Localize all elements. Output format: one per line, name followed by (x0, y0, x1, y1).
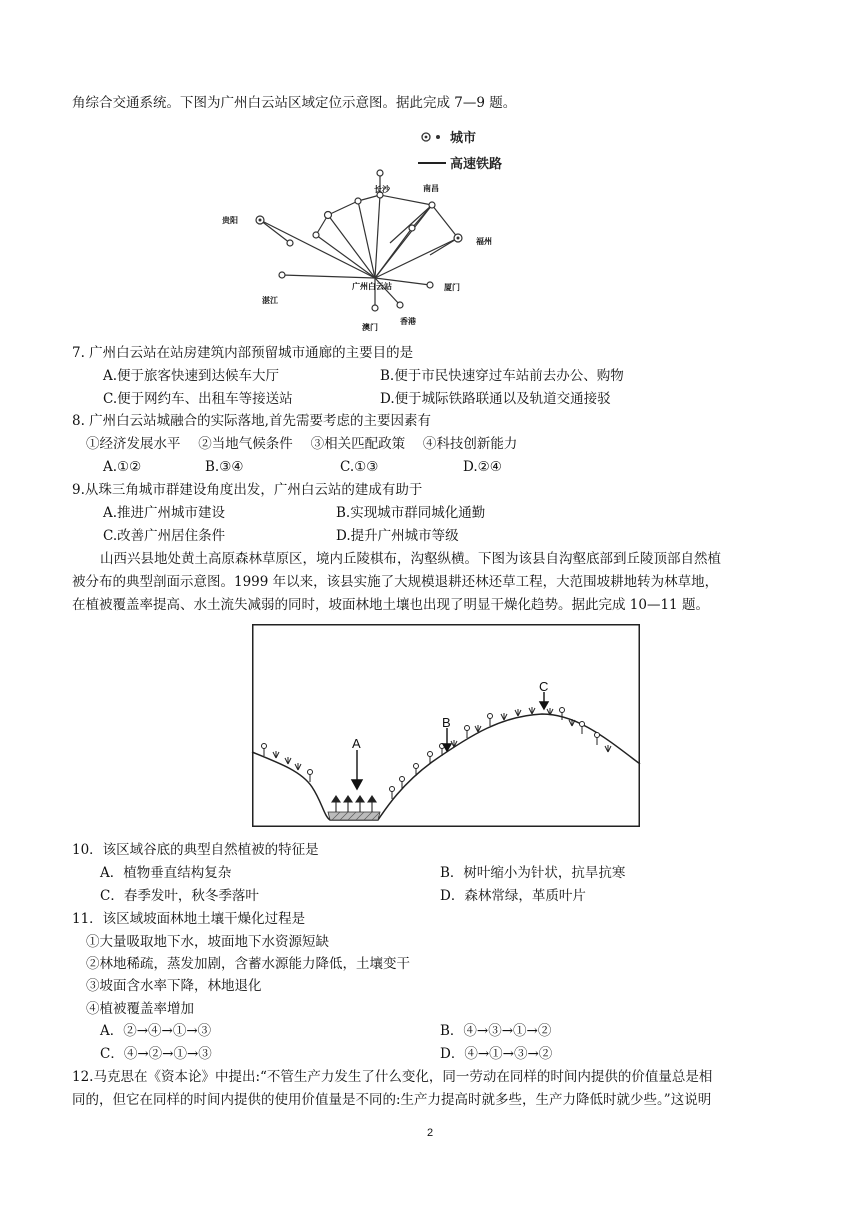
label-baiyun: 广州白云站 (352, 282, 392, 291)
q11-stem: 11．该区域坡面林地土壤干燥化过程是 (72, 911, 306, 927)
profile-label-a: A (352, 736, 361, 751)
q10-option-c: C．春季发叶，秋冬季落叶 (100, 888, 259, 904)
q11-item-3: ③坡面含水率下降，林地退化 (86, 978, 262, 994)
passage-line-1: 山西兴县地处黄土高原森林草原区，境内丘陵棋布，沟壑纵横。下图为该县自沟壑底部到丘陵顶部自然植 (100, 551, 721, 567)
q11-option-b: B．④→③→①→② (440, 1023, 552, 1039)
label-xiamen: 厦门 (444, 283, 460, 292)
vegetation-profile (252, 624, 640, 827)
legend-city-label: 城市 (450, 131, 477, 146)
q7-option-d: D.便于城际铁路联通以及轨道交通接驳 (380, 391, 611, 407)
q10-option-d: D．森林常绿，革质叶片 (440, 888, 586, 904)
page-number: 2 (426, 1127, 434, 1139)
label-guiyang: 贵阳 (222, 216, 238, 225)
intro-line: 角综合交通系统。下图为广州白云站区域定位示意图。据此完成 7—9 题。 (72, 95, 517, 111)
q8-option-b: B.③④ (205, 459, 244, 475)
q8-option-c: C.①③ (340, 459, 379, 475)
q9-option-d: D.提升广州城市等级 (336, 528, 459, 544)
label-changsha: 长沙 (374, 185, 390, 194)
label-aomen: 澳门 (362, 323, 378, 332)
label-xianggang: 香港 (400, 317, 416, 326)
q7-stem: 7. 广州白云站在站房建筑内部预留城市通廊的主要目的是 (72, 345, 414, 361)
q8-option-d: D.②④ (463, 459, 502, 475)
q9-option-c: C.改善广州居住条件 (103, 528, 226, 544)
q7-option-a: A.便于旅客快速到达候车大厅 (103, 368, 280, 384)
railway-map (222, 125, 540, 335)
passage-line-3: 在植被覆盖率提高、水土流失减弱的同时，坡面林地土壤也出现了明显干燥化趋势。据此完成 10—11 题。 (72, 597, 709, 613)
q11-item-4: ④植被覆盖率增加 (86, 1001, 194, 1017)
q11-option-c: C．④→②→①→③ (100, 1046, 212, 1062)
q9-option-a: A.推进广州城市建设 (103, 505, 226, 521)
label-fuzhou: 福州 (476, 237, 492, 246)
q8-option-a: A.①② (103, 459, 142, 475)
q12-line-1: 12.马克思在《资本论》中提出:“不管生产力发生了什么变化，同一劳动在同样的时间内提供的价值量总是相 (72, 1069, 713, 1085)
q11-item-1: ①大量吸取地下水，坡面地下水资源短缺 (86, 934, 329, 950)
q8-stem: 8. 广州白云站城融合的实际落地,首先需要考虑的主要因素有 (72, 413, 431, 429)
legend-rail-label: 高速铁路 (450, 157, 503, 172)
q9-option-b: B.实现城市群同城化通勤 (336, 505, 486, 521)
profile-label-b: B (442, 715, 451, 730)
q9-stem: 9.从珠三角城市群建设角度出发，广州白云站的建成有助于 (72, 482, 423, 498)
q10-option-a: A．植物垂直结构复杂 (100, 865, 232, 881)
q11-option-d: D．④→①→③→② (440, 1046, 553, 1062)
q10-stem: 10．该区域谷底的典型自然植被的特征是 (72, 842, 319, 858)
label-zhanjiang: 湛江 (262, 296, 278, 305)
passage-line-2: 被分布的典型剖面示意图。1999 年以来，该县实施了大规模退耕还林还草工程，大范围坡耕地转为林草地， (72, 574, 719, 590)
map-legend (418, 130, 502, 172)
q8-items: ①经济发展水平 ②当地气候条件 ③相关匹配政策 ④科技创新能力 (86, 436, 518, 452)
profile-label-c: C (539, 679, 549, 694)
q7-option-b: B.便于市民快速穿过车站前去办公、购物 (380, 368, 624, 384)
q12-line-2: 同的，但它在同样的时间内提供的使用价值量是不同的:生产力提高时就多些，生产力降低时就少些。”这说明 (72, 1092, 712, 1108)
label-nanchang: 南昌 (423, 184, 439, 193)
q11-item-2: ②林地稀疏，蒸发加剧，含蓄水源能力降低，土壤变干 (86, 956, 410, 972)
q7-option-c: C.便于网约车、出租车等接送站 (103, 391, 293, 407)
q10-option-b: B．树叶缩小为针状，抗旱抗寒 (440, 865, 626, 881)
q11-option-a: A．②→④→①→③ (100, 1023, 212, 1039)
